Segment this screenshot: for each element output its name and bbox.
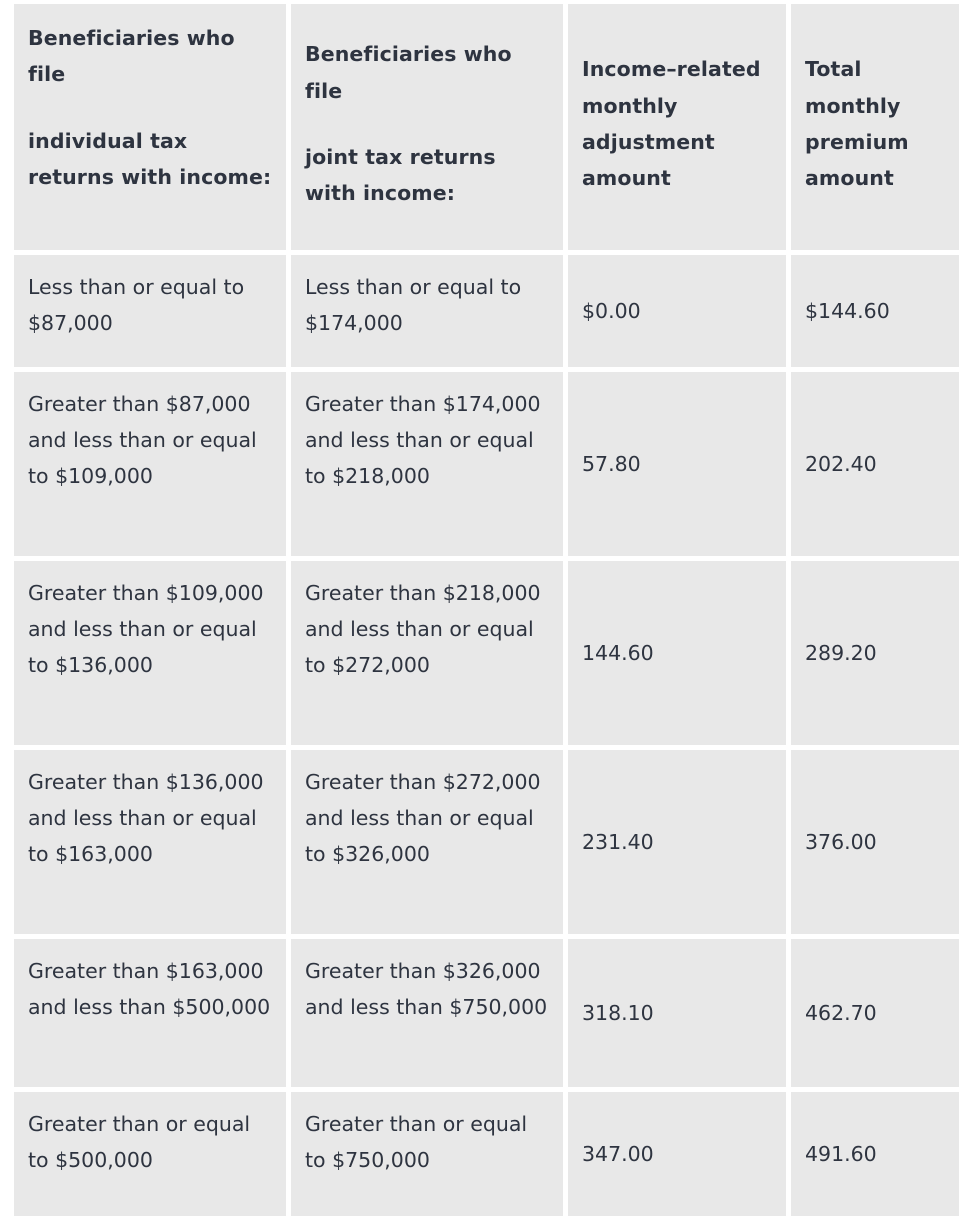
header-spacer	[305, 109, 549, 139]
cell-total-premium-amount: 462.70	[791, 939, 959, 1087]
cell-joint-income: Greater than $272,000 and less than or equal to $326,000	[291, 750, 563, 934]
cell-joint-income: Greater than $326,000 and less than $750,000	[291, 939, 563, 1087]
column-header-total-premium	[791, 4, 959, 250]
cell-individual-income: Greater than or equal to $500,000	[14, 1092, 286, 1216]
table-row	[14, 939, 959, 1087]
cell-individual-income: Less than or equal to $87,000	[14, 255, 286, 367]
cell-irmaa-amount: $0.00	[568, 255, 786, 367]
table-row	[14, 561, 959, 745]
cell-irmaa-amount: 144.60	[568, 561, 786, 745]
column-header-individual-income	[14, 4, 286, 250]
cell-individual-income: Greater than $87,000 and less than or equal to $109,000	[14, 372, 286, 556]
cell-total-premium-amount: 289.20	[791, 561, 959, 745]
cell-total-premium-amount: 202.40	[791, 372, 959, 556]
cell-individual-income: Greater than $163,000 and less than $500,000	[14, 939, 286, 1087]
medicare-premium-table	[9, 0, 959, 1221]
cell-joint-income: Less than or equal to $174,000	[291, 255, 563, 367]
table-row	[14, 372, 959, 556]
cell-total-premium-amount: 491.60	[791, 1092, 959, 1216]
table-row	[14, 1092, 959, 1216]
cell-total-premium-amount: 376.00	[791, 750, 959, 934]
cell-irmaa-amount: 231.40	[568, 750, 786, 934]
column-header-irmaa-label: Income–related monthly adjustment amount	[582, 57, 761, 191]
column-header-total-premium-label: Total monthly premium amount	[805, 57, 909, 191]
header-spacer	[28, 93, 272, 123]
column-header-irmaa	[568, 4, 786, 250]
cell-joint-income: Greater than $218,000 and less than or equal to $272,000	[291, 561, 563, 745]
table-header-row	[14, 4, 959, 250]
cell-irmaa-amount: 57.80	[568, 372, 786, 556]
cell-joint-income: Greater than or equal to $750,000	[291, 1092, 563, 1216]
cell-individual-income: Greater than $109,000 and less than or equal to $136,000	[14, 561, 286, 745]
table-body	[14, 255, 959, 1216]
column-header-individual-line1: Beneficiaries who file	[28, 26, 235, 87]
cell-irmaa-amount: 318.10	[568, 939, 786, 1087]
cell-total-premium-amount: $144.60	[791, 255, 959, 367]
table-row	[14, 750, 959, 934]
column-header-joint-line1: Beneficiaries who file	[305, 42, 512, 103]
column-header-individual-line2: individual tax returns with income:	[28, 128, 272, 190]
column-header-joint-income	[291, 4, 563, 250]
cell-joint-income: Greater than $174,000 and less than or equal to $218,000	[291, 372, 563, 556]
cell-irmaa-amount: 347.00	[568, 1092, 786, 1216]
table-header	[14, 4, 959, 250]
table-row	[14, 255, 959, 367]
cell-individual-income: Greater than $136,000 and less than or equal to $163,000	[14, 750, 286, 934]
column-header-joint-line2: joint tax returns with income:	[305, 145, 496, 206]
